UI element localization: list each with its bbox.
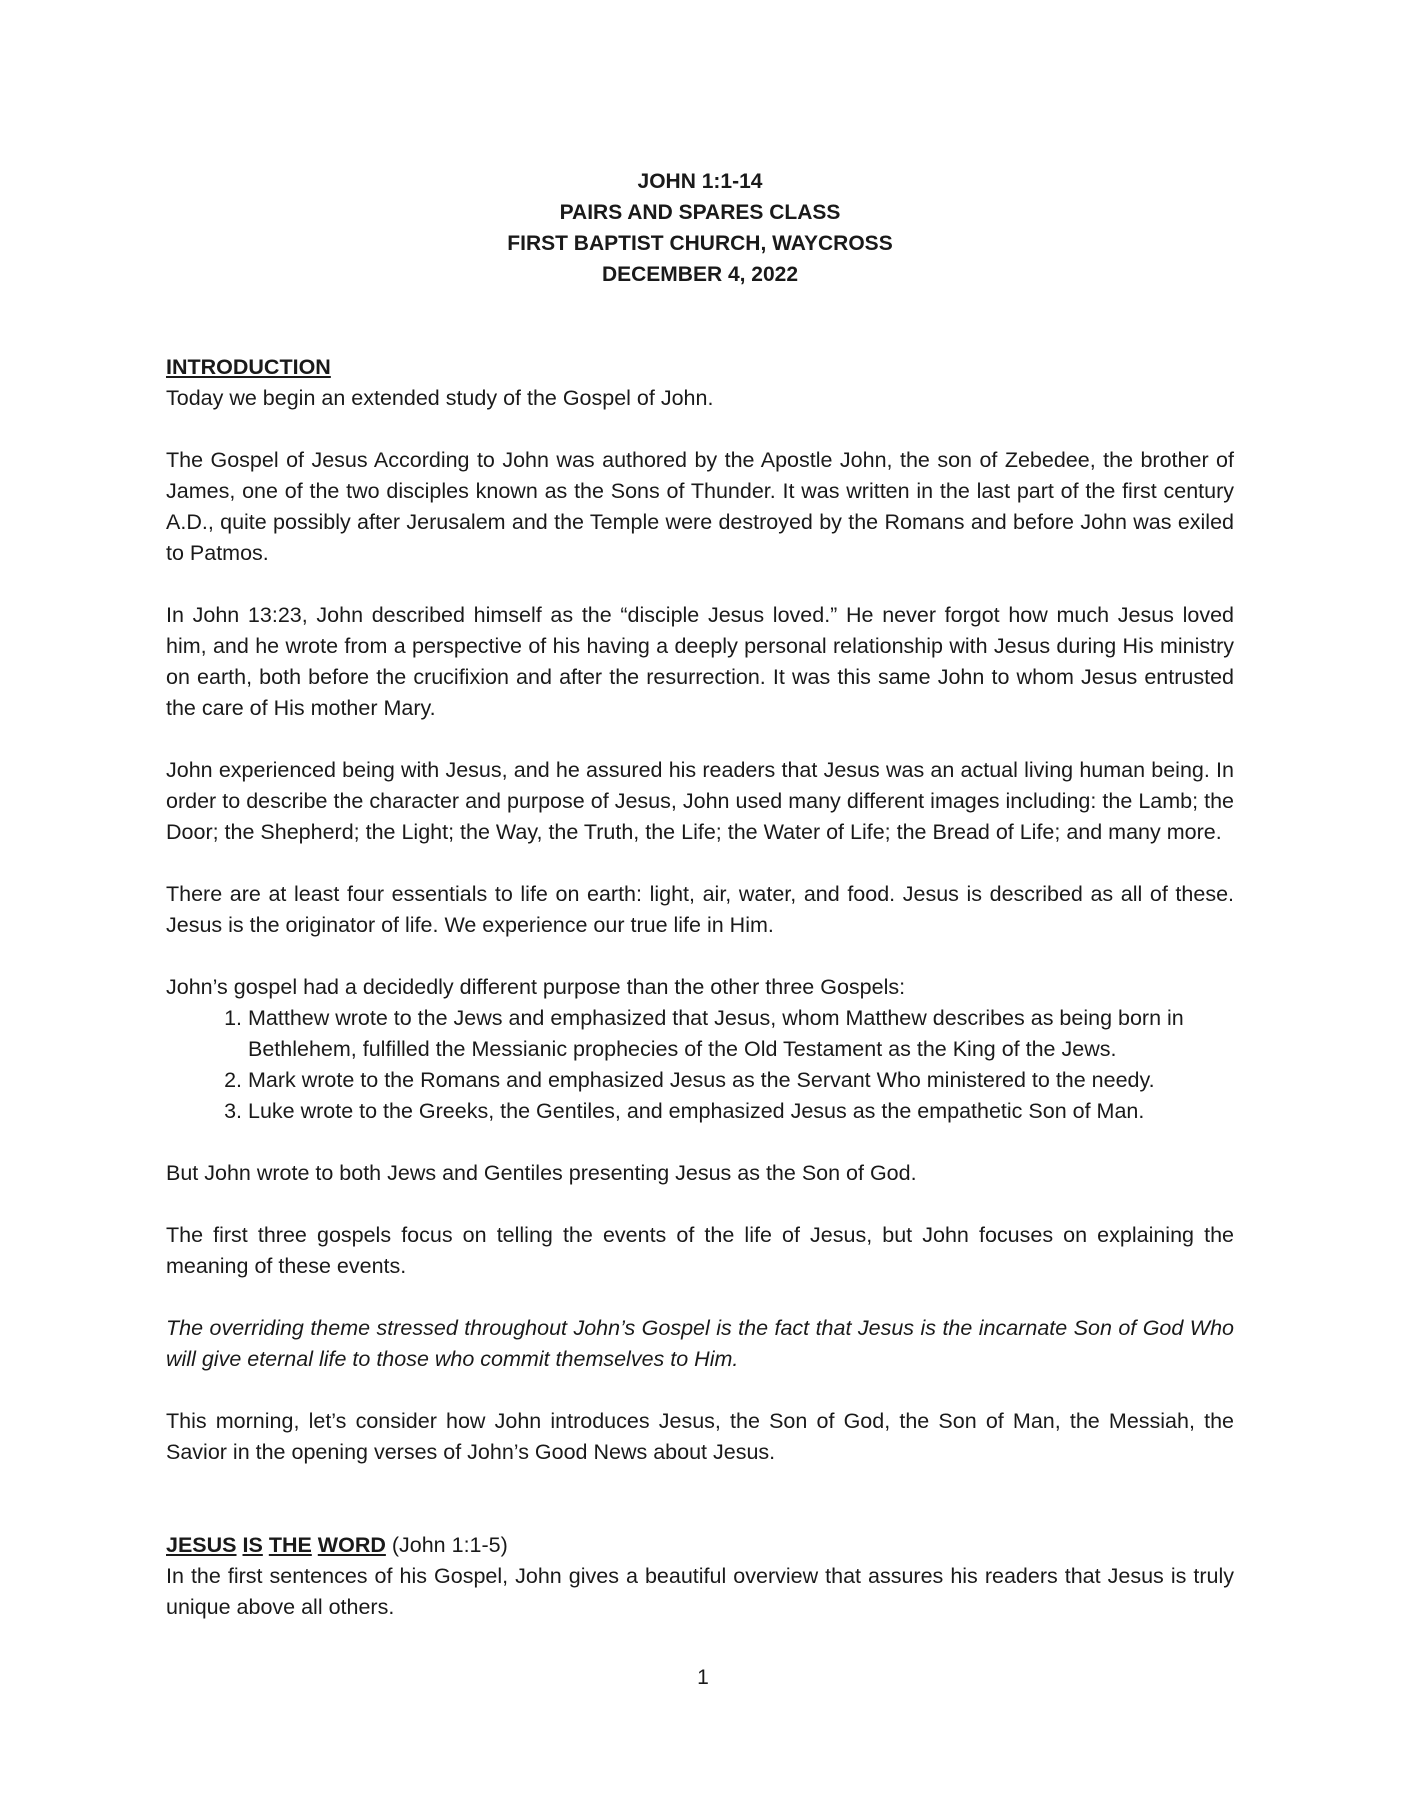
- word-section-heading: [166, 1530, 1234, 1561]
- list-item: 3. Luke wrote to the Greeks, the Gentiles, and emphasized Jesus as the empathetic Son of Man.: [248, 1096, 1234, 1127]
- intro-paragraph-7: But John wrote to both Jews and Gentiles presenting Jesus as the Son of God.: [166, 1161, 917, 1185]
- header-scripture: JOHN 1:1-14: [637, 170, 763, 193]
- intro-paragraph-6: John’s gospel had a decidedly different purpose than the other three Gospels:: [166, 975, 906, 999]
- heading-word: WORD: [317, 1533, 386, 1557]
- header-class: PAIRS AND SPARES CLASS: [559, 201, 841, 224]
- intro-paragraph-10: This morning, let’s consider how John introduces Jesus, the Son of God, the Son of Man, the Messiah, the Savior in the opening verses of John’s Good News about Jesus.: [166, 1409, 1234, 1464]
- word-paragraph-1: In the first sentences of his Gospel, John gives a beautiful overview that assures his readers that Jesus is truly unique above all others.: [166, 1564, 1234, 1619]
- heading-word: THE: [268, 1533, 312, 1557]
- theme-paragraph: The overriding theme stressed throughout John’s Gospel is the fact that Jesus is the incarnate Son of God Who will give eternal life to those who commit themselves to Him.: [166, 1316, 1234, 1371]
- heading-word: IS: [242, 1533, 263, 1557]
- heading-reference: (John 1:1-5): [391, 1533, 508, 1557]
- list-item: 2. Mark wrote to the Romans and emphasized Jesus as the Servant Who ministered to the needy.: [248, 1065, 1234, 1096]
- gospels-list: [166, 1003, 1234, 1127]
- document-header: [166, 166, 1234, 290]
- intro-paragraph-4: John experienced being with Jesus, and he assured his readers that Jesus was an actual living human being. In order to describe the character and purpose of Jesus, John used many different images including: the Lamb; the Door; the Shepherd; the Light; the Way, the Truth, the Life; the Water of Life; the Bread of Life; and many more.: [166, 758, 1234, 844]
- document-body: [166, 166, 1234, 1623]
- list-item: 1. Matthew wrote to the Jews and emphasized that Jesus, whom Matthew describes as being born in Bethlehem, fulfilled the Messianic prophecies of the Old Testament as the King of the Jews.: [248, 1003, 1234, 1065]
- introduction-heading: INTRODUCTION: [166, 355, 331, 379]
- intro-paragraph-2: The Gospel of Jesus According to John was authored by the Apostle John, the son of Zebedee, the brother of James, one of the two disciples known as the Sons of Thunder. It was written in the last part of the first century A.D., quite possibly after Jerusalem and the Temple were destroyed by the Romans and before John was exiled to Patmos.: [166, 448, 1234, 565]
- intro-paragraph-8: The first three gospels focus on telling the events of the life of Jesus, but John focuses on explaining the meaning of these events.: [166, 1223, 1234, 1278]
- header-date: DECEMBER 4, 2022: [601, 263, 799, 286]
- header-church: FIRST BAPTIST CHURCH, WAYCROSS: [507, 232, 893, 255]
- page-number: 1: [697, 1666, 709, 1689]
- intro-paragraph-5: There are at least four essentials to life on earth: light, air, water, and food. Jesus is described as all of these. Jesus is the originator of life. We experience our true life in Him.: [166, 882, 1234, 937]
- intro-paragraph-1: Today we begin an extended study of the Gospel of John.: [166, 386, 714, 410]
- intro-paragraph-3: In John 13:23, John described himself as the “disciple Jesus loved.” He never forgot how much Jesus loved him, and he wrote from a perspective of his having a deeply personal relationship with Jesus during His ministry on earth, both before the crucifixion and after the resurrection. It was this same John to whom Jesus entrusted the care of His mother Mary.: [166, 603, 1234, 720]
- heading-word: JESUS: [166, 1533, 237, 1557]
